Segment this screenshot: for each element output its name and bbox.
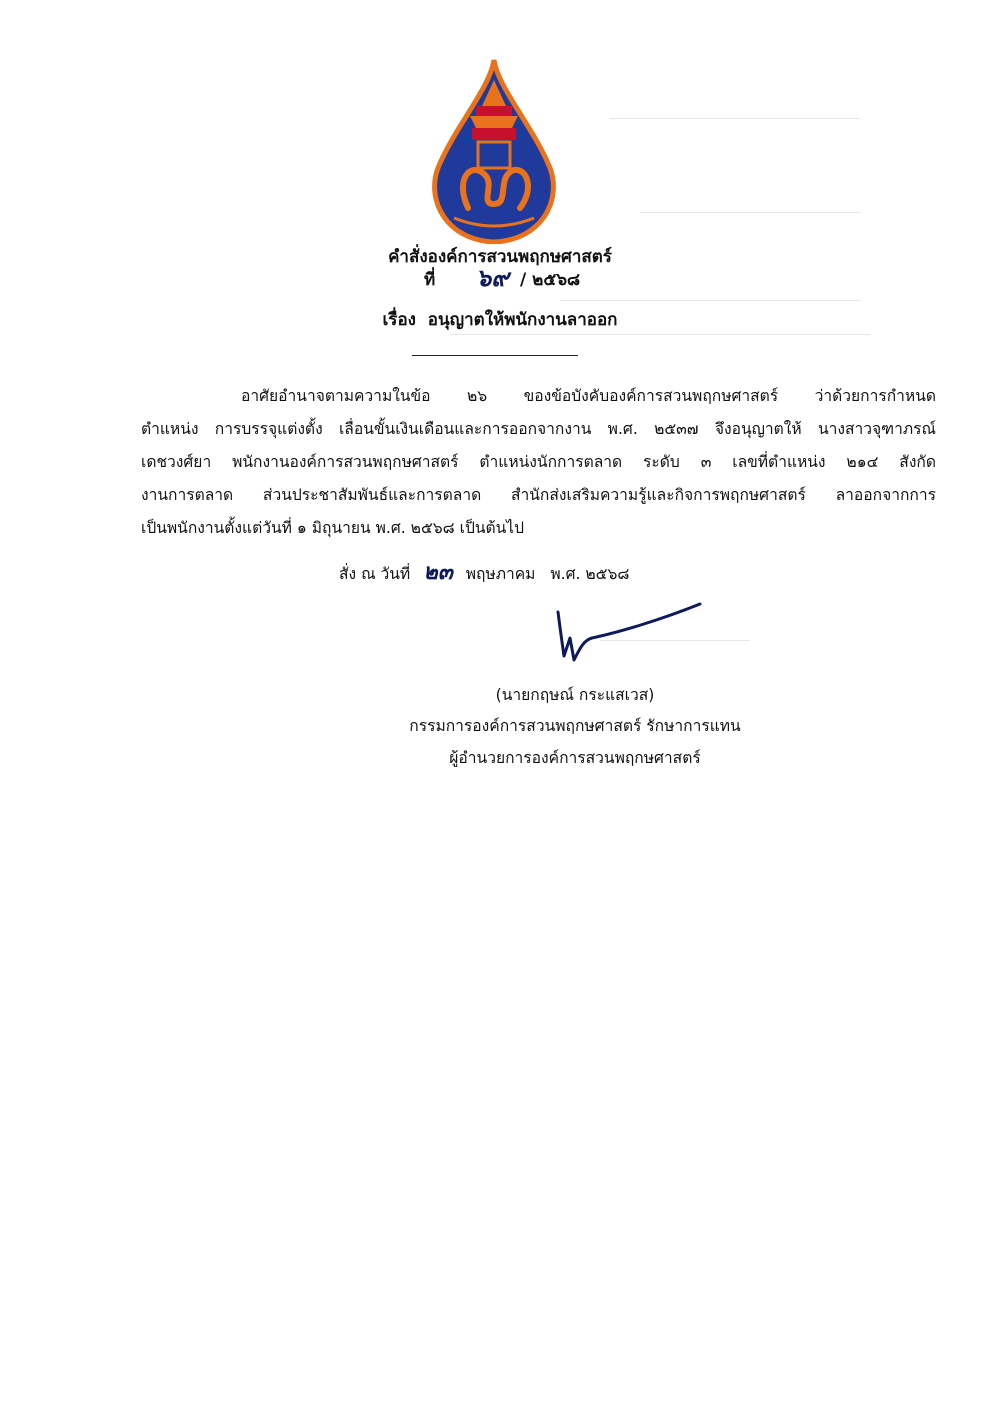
body-line: งานการตลาด ส่วนประชาสัมพันธ์และการตลาด สำนักส่งเสริมความรู้และกิจการพฤกษศาสตร์ ลาออกจากการ	[141, 486, 936, 504]
subject-label: เรื่อง	[382, 310, 416, 330]
ordered-day-handwritten: ๒๓	[423, 559, 453, 585]
body-line: ตำแหน่ง การบรรจุแต่งตั้ง เลื่อนขั้นเงินเดือนและการออกจากงาน พ.ศ. ๒๕๓๗ จึงอนุญาตให้ นางสาวจุฑาภรณ์	[141, 420, 936, 438]
signer-position: กรรมการองค์การสวนพฤกษศาสตร์ รักษาการแทน	[409, 717, 741, 735]
bleed-through-line	[640, 212, 860, 213]
body-line: เป็นพนักงานตั้งแต่วันที่ ๑ มิถุนายน พ.ศ. ๒๕๖๘ เป็นต้นไป	[141, 519, 525, 537]
bleed-through-line	[560, 300, 860, 301]
order-number-label: ที่	[424, 270, 436, 290]
ordered-prefix: สั่ง ณ วันที่	[339, 565, 411, 583]
body-line: อาศัยอำนาจตามความในข้อ ๒๖ ของข้อบังคับองค์การสวนพฤกษศาสตร์ ว่าด้วยการกำหนด	[241, 387, 936, 405]
order-number-year: / ๒๕๖๘	[520, 270, 581, 290]
signer-name: (นายกฤษณ์ กระแสเวส)	[495, 686, 655, 704]
title-divider	[412, 355, 578, 356]
ordered-date	[339, 554, 629, 589]
bleed-through-line	[450, 334, 870, 335]
ordered-year: พ.ศ. ๒๕๖๘	[550, 565, 630, 583]
order-title: คำสั่งองค์การสวนพฤกษศาสตร์	[388, 247, 612, 267]
body-line: เดชวงศ์ยา พนักงานองค์การสวนพฤกษศาสตร์ ตำแหน่งนักการตลาด ระดับ ๓ เลขที่ตำแหน่ง ๒๑๔ สังกัด	[141, 453, 936, 471]
signer-position-director: ผู้อำนวยการองค์การสวนพฤกษศาสตร์	[449, 749, 701, 767]
subject-text: อนุญาตให้พนักงานลาออก	[427, 310, 618, 330]
ordered-month: พฤษภาคม	[465, 565, 536, 583]
order-number-handwritten: ๖๙	[476, 263, 509, 292]
subject-line	[0, 306, 1000, 333]
handwritten-signature	[540, 598, 710, 670]
organization-logo	[424, 58, 564, 244]
bleed-through-line	[610, 118, 860, 119]
